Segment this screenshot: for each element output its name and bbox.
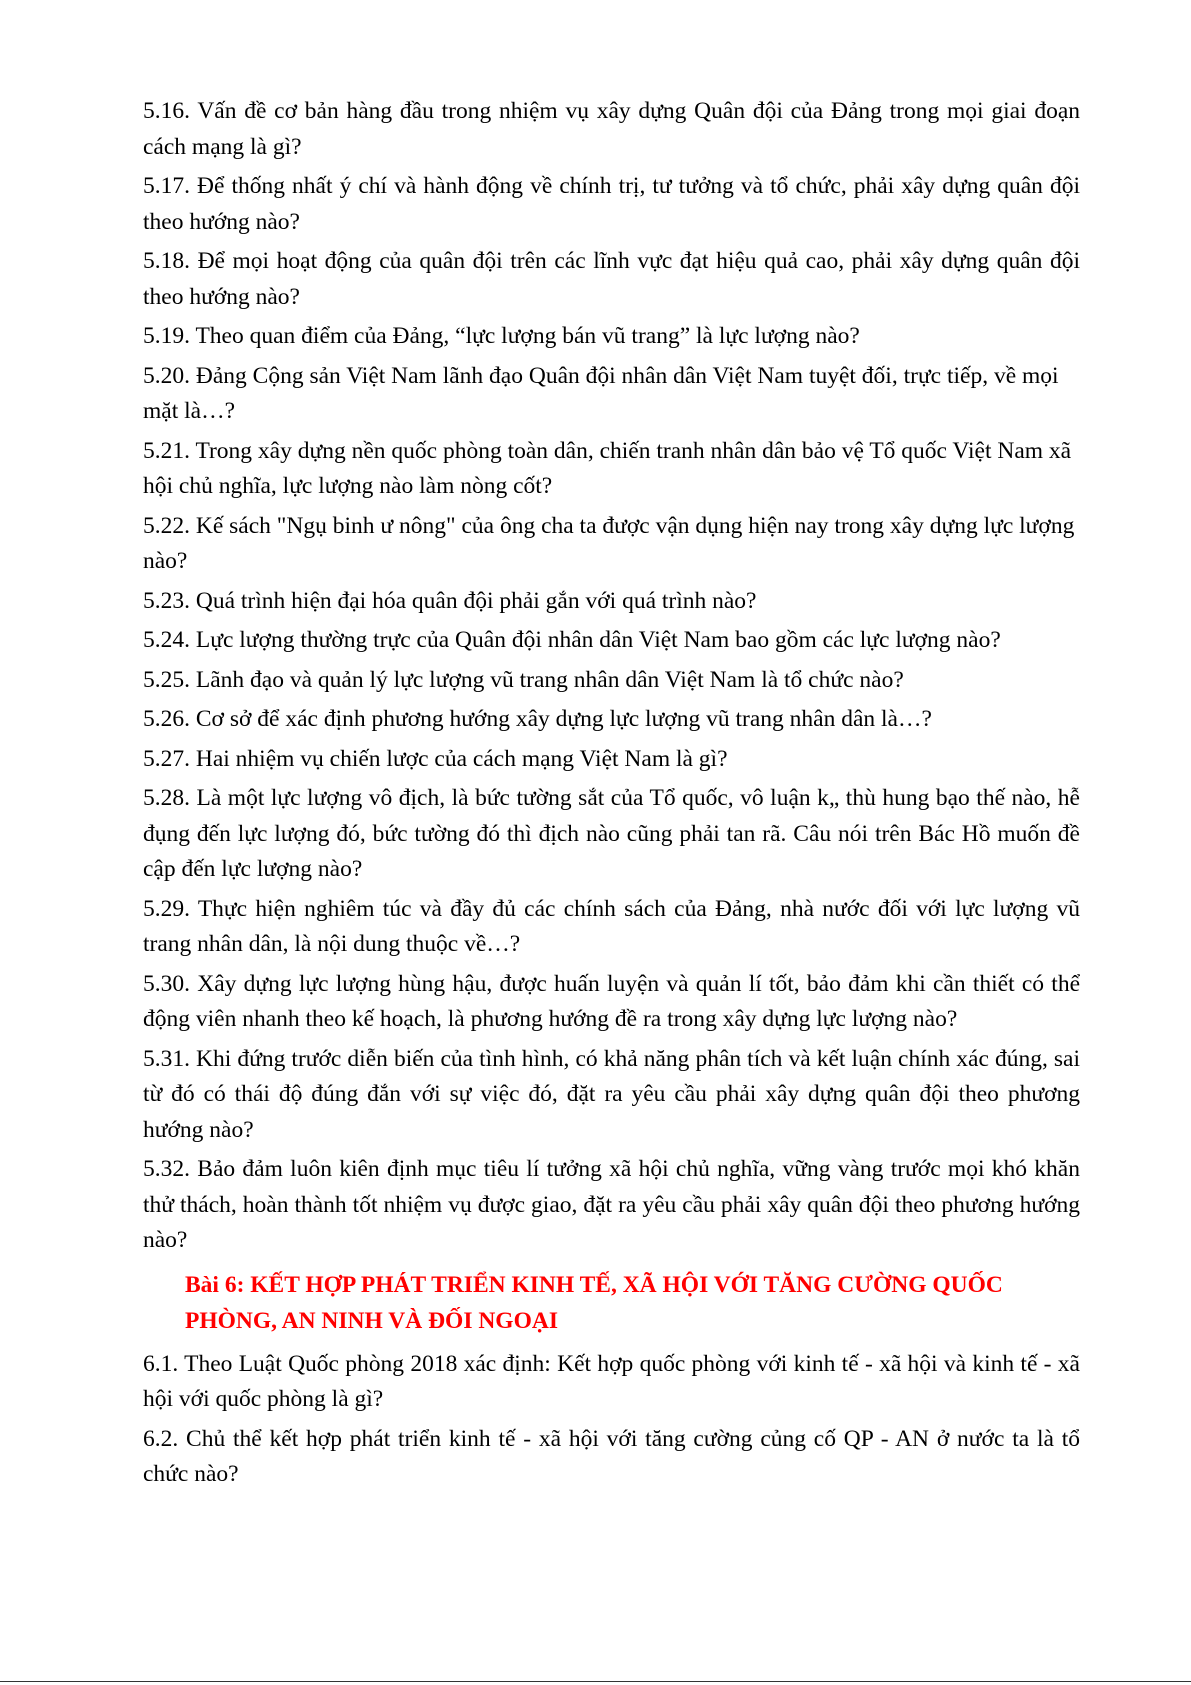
question-5-22: 5.22. Kế sách "Ngụ binh ư nông" của ông cha ta được vận dụng hiện nay trong xây dựng lực lượng nào? bbox=[143, 512, 1075, 574]
lesson-6-heading: Bài 6: KẾT HỢP PHÁT TRIỂN KINH TẾ, XÃ HỘI VỚI TĂNG CƯỜNG QUỐC PHÒNG, AN NINH VÀ ĐỐI NGOẠI bbox=[185, 1271, 1003, 1334]
question-5-16: 5.16. Vấn đề cơ bản hàng đầu trong nhiệm vụ xây dựng Quân đội của Đảng trong mọi giai đoạn cách mạng là gì? bbox=[143, 98, 1080, 160]
question-5-20: 5.20. Đảng Cộng sản Việt Nam lãnh đạo Quân đội nhân dân Việt Nam tuyệt đối, trực tiếp, về mọi mặt là…? bbox=[143, 362, 1059, 424]
question-6-2: 6.2. Chủ thể kết hợp phát triển kinh tế - xã hội với tăng cường củng cố QP - AN ở nước ta là tổ chức nào? bbox=[143, 1425, 1080, 1487]
question-5-18: 5.18. Để mọi hoạt động của quân đội trên các lĩnh vực đạt hiệu quả cao, phải xây dựng quân đội theo hướng nào? bbox=[143, 248, 1080, 310]
question-5-21: 5.21. Trong xây dựng nền quốc phòng toàn dân, chiến tranh nhân dân bảo vệ Tổ quốc Việt Nam xã hội chủ nghĩa, lực lượng nào làm nòng cốt? bbox=[143, 437, 1072, 499]
question-5-30: 5.30. Xây dựng lực lượng hùng hậu, được huấn luyện và quản lí tốt, bảo đảm khi cần thiết có thể động viên nhanh theo kế hoạch, là phương hướng đề ra trong xây dựng lực lượng nào? bbox=[143, 970, 1080, 1032]
question-5-24: 5.24. Lực lượng thường trực của Quân đội nhân dân Việt Nam bao gồm các lực lượng nào? bbox=[143, 627, 1001, 653]
question-5-28: 5.28. Là một lực lượng vô địch, là bức tường sắt của Tổ quốc, vô luận k„ thù hung bạo thế nào, hễ đụng đến lực lượng đó, bức tường đó thì địch nào cũng phải tan rã. Câu nói trên Bác Hồ muốn đề cập đến lực lượng nào? bbox=[143, 785, 1080, 882]
question-5-23: 5.23. Quá trình hiện đại hóa quân đội phải gắn với quá trình nào? bbox=[143, 587, 757, 614]
question-6-1: 6.1. Theo Luật Quốc phòng 2018 xác định: Kết hợp quốc phòng với kinh tế - xã hội và kinh tế - xã hội với quốc phòng là gì? bbox=[143, 1350, 1080, 1412]
question-5-32: 5.32. Bảo đảm luôn kiên định mục tiêu lí tưởng xã hội chủ nghĩa, vững vàng trước mọi khó khăn thử thách, hoàn thành tốt nhiệm vụ được giao, đặt ra yêu cầu phải xây quân đội theo phương hướng nào? bbox=[143, 1156, 1080, 1253]
question-5-27: 5.27. Hai nhiệm vụ chiến lược của cách mạng Việt Nam là gì? bbox=[143, 745, 728, 772]
page-bottom-rule bbox=[0, 1681, 1191, 1682]
question-5-26: 5.26. Cơ sở để xác định phương hướng xây dựng lực lượng vũ trang nhân dân là…? bbox=[143, 706, 932, 732]
question-5-25: 5.25. Lãnh đạo và quản lý lực lượng vũ trang nhân dân Việt Nam là tổ chức nào? bbox=[143, 666, 904, 693]
question-5-17: 5.17. Để thống nhất ý chí và hành động về chính trị, tư tưởng và tổ chức, phải xây dựng quân đội theo hướng nào? bbox=[143, 173, 1080, 235]
document-page bbox=[143, 94, 1080, 1497]
question-5-19: 5.19. Theo quan điểm của Đảng, “lực lượng bán vũ trang” là lực lượng nào? bbox=[143, 323, 860, 349]
question-5-31: 5.31. Khi đứng trước diễn biến của tình hình, có khả năng phân tích và kết luận chính xác đúng, sai từ đó có thái độ đúng đắn với sự việc đó, đặt ra yêu cầu phải xây dựng quân đội theo phương hướng nào? bbox=[143, 1045, 1080, 1143]
question-5-29: 5.29. Thực hiện nghiêm túc và đầy đủ các chính sách của Đảng, nhà nước đối với lực lượng vũ trang nhân dân, là nội dung thuộc về…? bbox=[143, 895, 1080, 957]
